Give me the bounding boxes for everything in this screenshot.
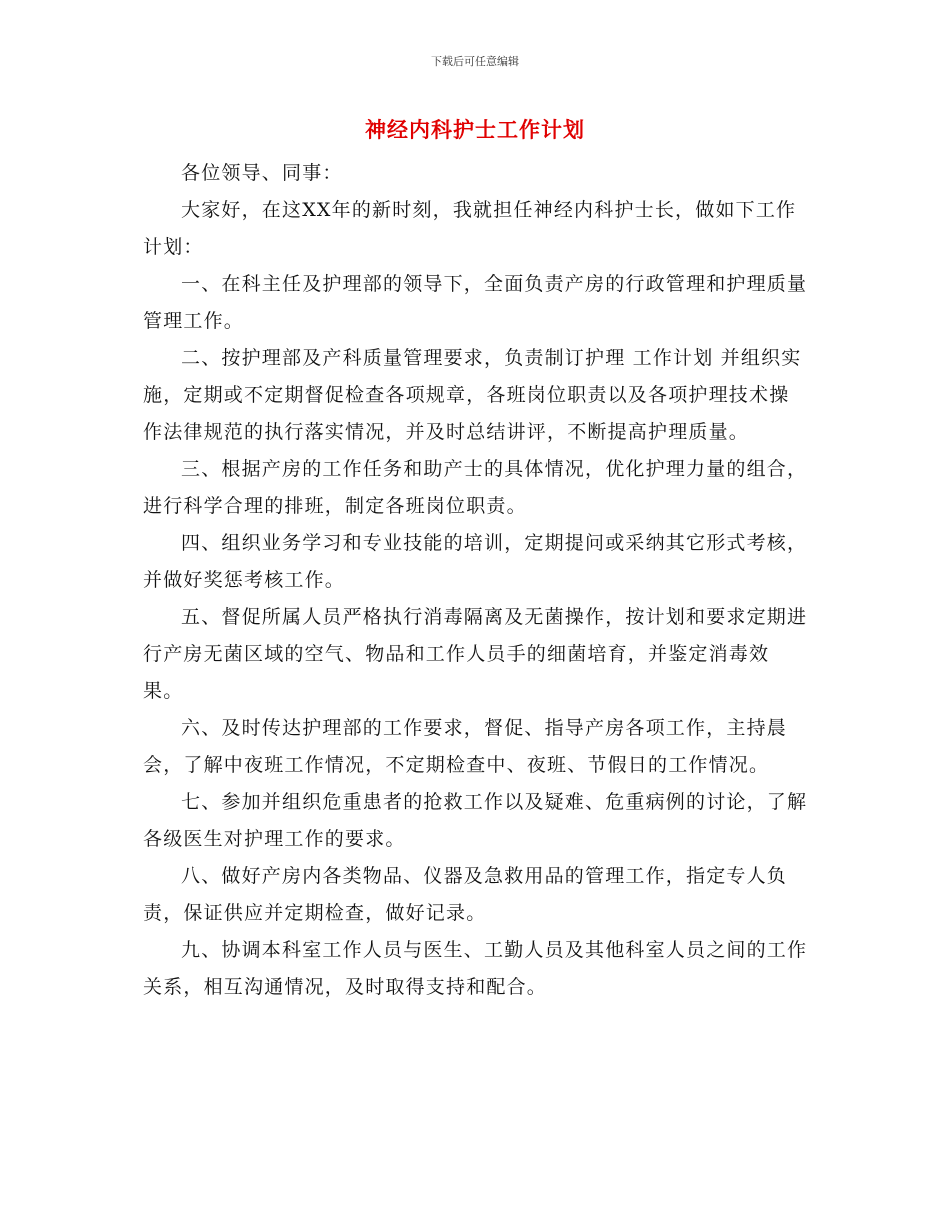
plan-item-4: 四、组织业务学习和专业技能的培训，定期提问或采纳其它形式考核，并做好奖惩考核工作。 — [143, 532, 808, 591]
plan-item-3: 三、根据产房的工作任务和助产士的具体情况，优化护理力量的组合，进行科学合理的排班，制定各班岗位职责。 — [143, 458, 808, 517]
salutation: 各位领导、同事： — [181, 162, 343, 184]
plan-item-1: 一、在科主任及护理部的领导下，全面负责产房的行政管理和护理质量管理工作。 — [143, 273, 808, 332]
intro-paragraph: 大家好，在这XX年的新时刻，我就担任神经内科护士长，做如下工作计划： — [143, 199, 797, 258]
plan-item-8: 八、做好产房内各类物品、仪器及急救用品的管理工作，指定专人负责，保证供应并定期检查，做好记录。 — [143, 865, 788, 924]
plan-item-6: 六、及时传达护理部的工作要求，督促、指导产房各项工作，主持晨会，了解中夜班工作情况，不定期检查中、夜班、节假日的工作情况。 — [143, 717, 788, 776]
plan-item-2: 二、按护理部及产科质量管理要求，负责制订护理 工作计划 并组织实施，定期或不定期督促检查各项规章，各班岗位职责以及各项护理技术操作法律规范的执行落实情况，并及时总结讲评，不断提高护理质量。 — [143, 347, 802, 443]
plan-item-9: 九、协调本科室工作人员与医生、工勤人员及其他科室人员之间的工作关系，相互沟通情况，及时取得支持和配合。 — [143, 939, 808, 998]
document-body — [143, 155, 808, 1006]
document-title: 神经内科护士工作计划 — [365, 118, 585, 142]
header-note: 下载后可任意编辑 — [431, 55, 519, 68]
plan-item-7: 七、参加并组织危重患者的抢救工作以及疑难、危重病例的讨论，了解各级医生对护理工作的要求。 — [143, 791, 808, 850]
plan-item-5: 五、督促所属人员严格执行消毒隔离及无菌操作，按计划和要求定期进行产房无菌区域的空气、物品和工作人员手的细菌培育，并鉴定消毒效果。 — [143, 606, 808, 702]
